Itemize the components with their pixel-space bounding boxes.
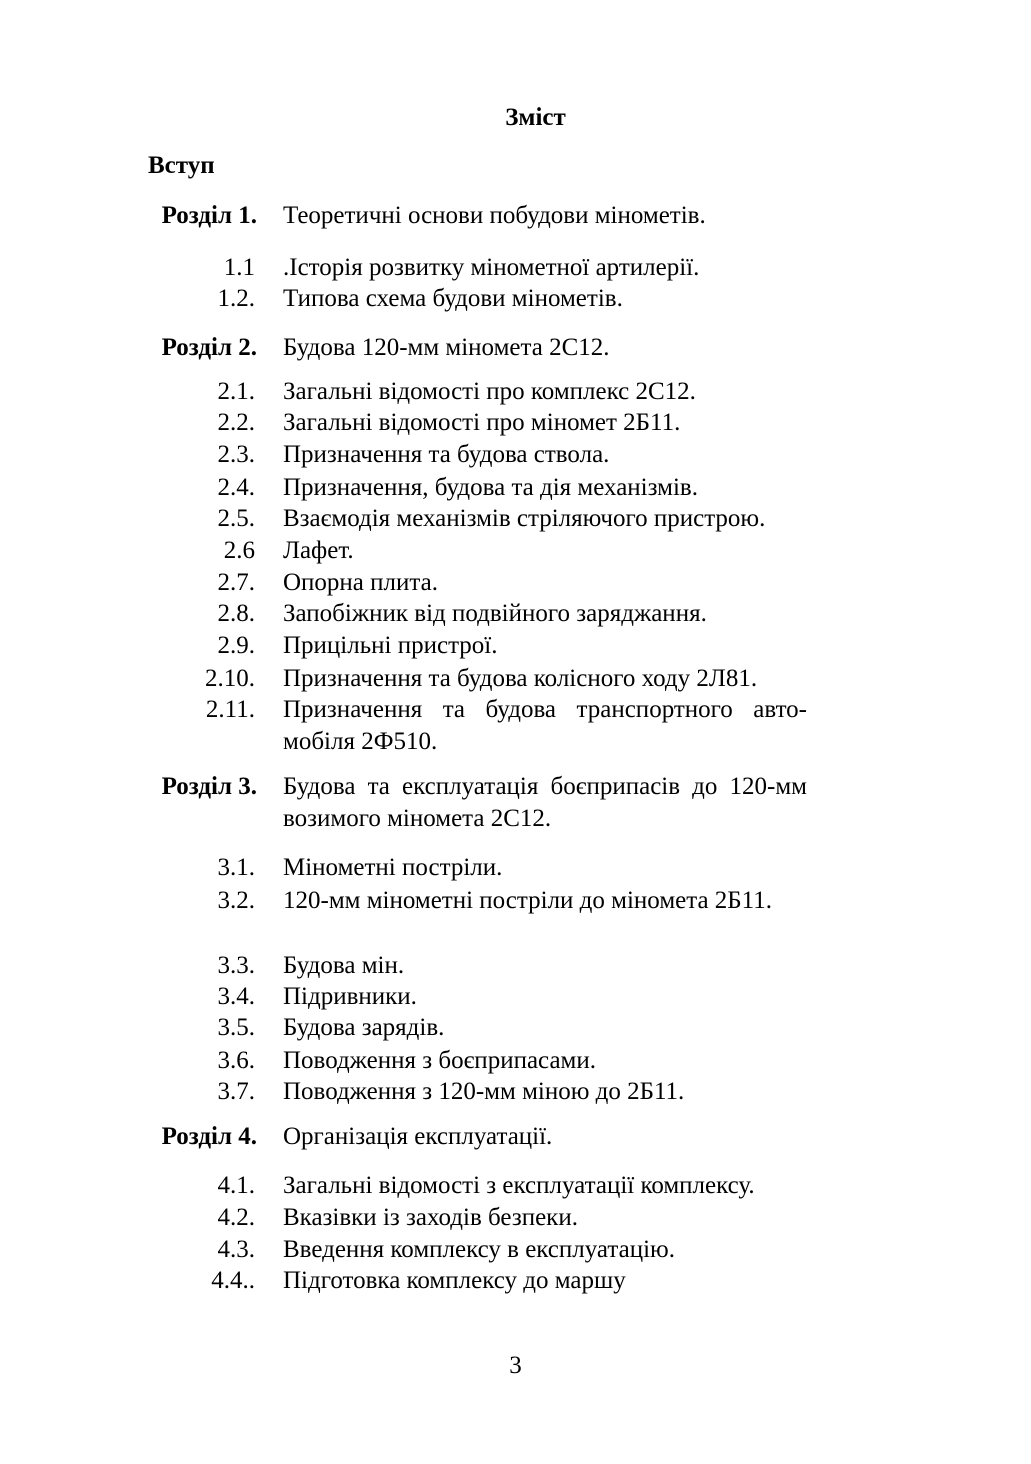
toc-entry-number: 2.7. <box>217 569 255 596</box>
toc-entry-number: 4.3. <box>217 1236 255 1263</box>
toc-entry-title: Взаємодія механізмів стріляючого пристрою. <box>283 505 766 532</box>
toc-entry-number: 3.5. <box>217 1014 255 1041</box>
toc-entry-number: 2.2. <box>217 409 255 436</box>
toc-entry-title: Призначення та будова транспортного авто-мобіля 2Ф510. <box>283 696 807 755</box>
toc-entry-number: 2.9. <box>217 632 255 659</box>
toc-entry-number: 2.5. <box>217 505 255 532</box>
toc-entry-title: Загальні відомості про міномет 2Б11. <box>283 409 681 436</box>
toc-entry-title: Запобіжник від подвійного заряджання. <box>283 600 707 627</box>
toc-entry-title: 120-мм мінометні постріли до міномета 2Б11. <box>283 887 772 914</box>
toc-entry-number: Розділ 1. <box>161 202 257 229</box>
toc-entry-title: Призначення, будова та дія механізмів. <box>283 474 698 501</box>
toc-entry-number: Розділ 2. <box>161 334 257 361</box>
toc-entry-title: Теоретичні основи побудови мінометів. <box>283 202 706 229</box>
toc-entry-number: 4.4.. <box>211 1267 255 1294</box>
toc-entry-title: Будова та експлуатація боєприпасів до 120-мм возимого міномета 2С12. <box>283 773 807 832</box>
toc-entry-number: 1.2. <box>217 285 255 312</box>
toc-entry-title: Лафет. <box>283 537 354 564</box>
toc-entry-number: 2.10. <box>205 665 255 692</box>
toc-entry-title: Вказівки із заходів безпеки. <box>283 1204 578 1231</box>
toc-entry-number: 2.11. <box>205 696 255 723</box>
toc-entry-title: Поводження з боєприпасами. <box>283 1047 596 1074</box>
toc-entry-number: 1.1 <box>223 254 255 281</box>
toc-entry-title: Загальні відомості з експлуатації комплексу. <box>283 1172 755 1199</box>
toc-entry-number: 3.6. <box>217 1047 255 1074</box>
toc-entry-number: 2.3. <box>217 441 255 468</box>
intro-heading: Вступ <box>148 152 215 179</box>
toc-entry-title: Організація експлуатації. <box>283 1123 553 1150</box>
toc-entry-title: Призначення та будова ствола. <box>283 441 610 468</box>
toc-entry-number: 3.3. <box>217 952 255 979</box>
toc-entry-number: 2.6 <box>223 537 255 564</box>
toc-entry-title: Загальні відомості про комплекс 2С12. <box>283 378 696 405</box>
toc-entry-number: 4.1. <box>217 1172 255 1199</box>
toc-entry-title: Будова 120-мм міномета 2С12. <box>283 334 610 361</box>
toc-entry-title: Підготовка комплексу до маршу <box>283 1267 626 1294</box>
toc-entry-number: Розділ 3. <box>161 773 257 800</box>
toc-entry-number: Розділ 4. <box>161 1123 257 1150</box>
toc-entry-title: Прицільні пристрої. <box>283 632 498 659</box>
toc-entry-number: 2.8. <box>217 600 255 627</box>
toc-entry-title: Будова мін. <box>283 952 405 979</box>
toc-entry-number: 2.1. <box>217 378 255 405</box>
toc-entry-title: .Історія розвитку мінометної артилерії. <box>283 254 700 281</box>
toc-entry-title: Підривники. <box>283 983 417 1010</box>
toc-entry-title: Будова зарядів. <box>283 1014 445 1041</box>
toc-entry-number: 3.2. <box>217 887 255 914</box>
toc-entry-number: 4.2. <box>217 1204 255 1231</box>
toc-entry-title: Мінометні постріли. <box>283 854 503 881</box>
toc-entry-title: Введення комплексу в експлуатацію. <box>283 1236 675 1263</box>
toc-entry-title: Типова схема будови мінометів. <box>283 285 623 312</box>
toc-entry-title: Призначення та будова колісного ходу 2Л81. <box>283 665 758 692</box>
page-title: Зміст <box>505 104 566 131</box>
toc-entry-number: 3.1. <box>217 854 255 881</box>
toc-entry-number: 3.7. <box>217 1078 255 1105</box>
page-number: 3 <box>509 1352 522 1379</box>
toc-entry-number: 3.4. <box>217 983 255 1010</box>
toc-entry-title: Поводження з 120-мм міною до 2Б11. <box>283 1078 685 1105</box>
toc-entry-number: 2.4. <box>217 474 255 501</box>
toc-entry-title: Опорна плита. <box>283 569 438 596</box>
